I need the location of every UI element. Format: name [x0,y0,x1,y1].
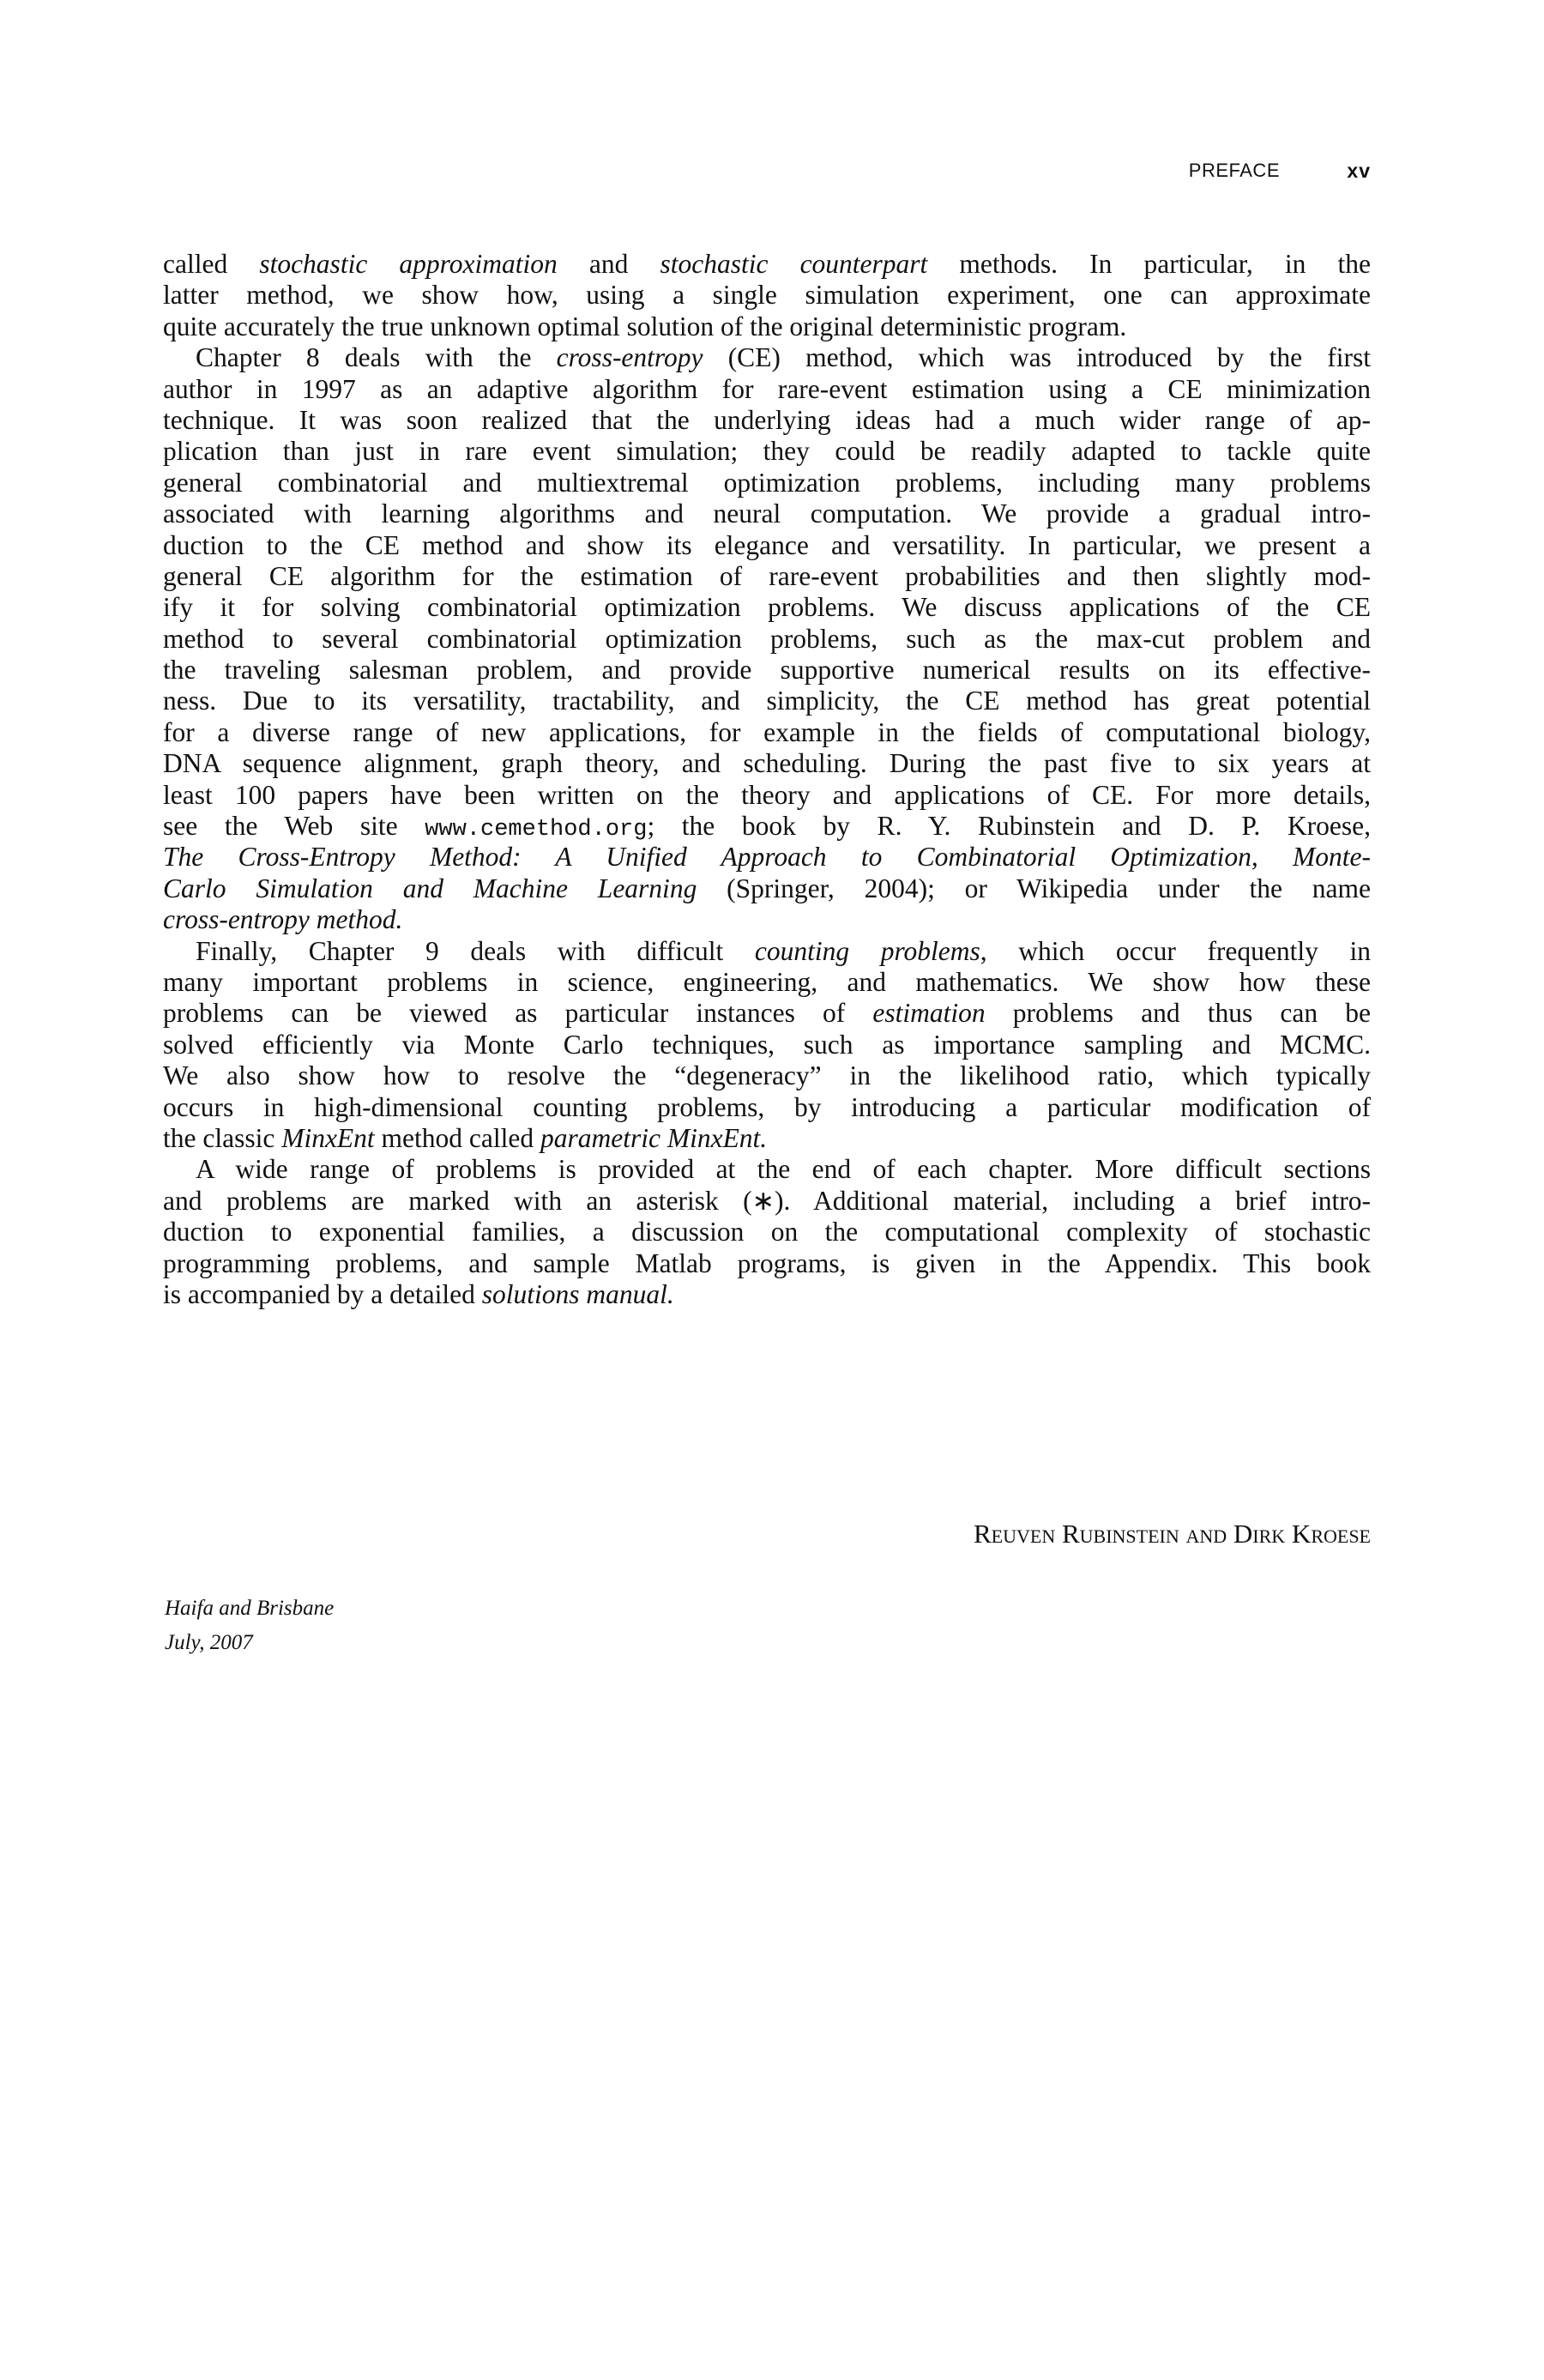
text-line [163,342,1371,373]
text-run: quite accurately the true unknown optimal solution of the original deterministic program. [163,311,1127,341]
text-run: duction to the CE method and show its elegance and versatility. In particular, we present a [163,529,1371,560]
text-line [163,311,1371,342]
text-line [163,1092,1371,1123]
text-line [163,811,1371,842]
text-line [163,686,1371,716]
text-line [163,748,1371,779]
text-line [163,561,1371,592]
text-run: method called [374,1122,540,1153]
text-line [163,717,1371,748]
text-line [163,936,1371,967]
italic-text: parametric MinxEnt. [540,1122,768,1153]
text-run: latter method, we show how, using a single simulation experiment, one can approximate [163,280,1371,311]
text-line [163,1030,1371,1060]
italic-text: solutions manual. [481,1278,674,1309]
text-line [163,873,1371,904]
text-line [163,405,1371,436]
text-line [163,967,1371,998]
text-line [163,1123,1371,1154]
author-signature: Reuven Rubinstein and Dirk Kroese [974,1519,1371,1549]
text-run: many important problems in science, engineering, and mathematics. We show how these [163,966,1371,997]
text-run: and [557,249,660,279]
text-run: the classic [163,1122,282,1153]
text-run: ; the book by R. Y. Rubinstein and D. P. Kroese, [647,811,1371,842]
paragraph [163,936,1371,1155]
running-head [858,160,1372,185]
text-run: problems and thus can be [985,998,1372,1029]
text-run: associated with learning algorithms and neural computation. We provide a gradual intro- [163,498,1371,529]
text-run: technique. It was soon realized that the underlying ideas had a much wider range of ap- [163,404,1371,435]
text-run: the traveling salesman problem, and provide supportive numerical results on its effective- [163,655,1371,686]
text-line [163,374,1371,405]
text-line [163,998,1371,1029]
text-run: solved efficiently via Monte Carlo techniques, such as importance sampling and MCMC. [163,1029,1371,1060]
running-head-title: PREFACE [1188,160,1280,181]
text-run: A wide range of problems is provided at the end of each chapter. More difficult sections [196,1154,1371,1185]
italic-text: Carlo Simulation and Machine Learning [163,873,697,903]
text-run: general combinatorial and multiextremal optimization problems, including many problems [163,467,1371,498]
text-run: (Springer, 2004); or Wikipedia under the name [697,873,1371,903]
text-run: DNA sequence alignment, graph theory, and scheduling. During the past five to six years at [163,748,1371,779]
text-run: duction to exponential families, a discussion on the computational complexity of stochastic [163,1217,1371,1247]
text-run: ness. Due to its versatility, tractability, and simplicity, the CE method has great potential [163,686,1371,716]
text-line [163,1248,1371,1279]
text-line [163,1154,1371,1185]
italic-text: MinxEnt [281,1122,375,1153]
text-run: called [163,249,260,279]
text-run: plication than just in rare event simulation; they could be readily adapted to tackle quite [163,436,1371,467]
text-line [163,530,1371,561]
text-run: Finally, Chapter 9 deals with difficult [196,935,755,966]
text-line [163,1279,1371,1310]
text-line [163,1217,1371,1247]
text-run: see the Web site [163,811,425,842]
text-run: problems can be viewed as particular instances of [163,998,873,1029]
italic-text: stochastic approximation [259,249,558,279]
text-line [163,780,1371,811]
paragraph [163,342,1371,935]
text-run: , which occur frequently in [980,935,1372,966]
text-run: programming problems, and sample Matlab programs, is given in the Appendix. This book [163,1247,1371,1278]
italic-text: cross-entropy [556,342,703,373]
text-line [163,1060,1371,1091]
italic-text: The Cross-Entropy Method: A Unified Approach to Combinatorial Optimization, Monte- [163,842,1371,873]
text-run: for a diverse range of new applications, for example in the fields of computational biology, [163,716,1371,747]
text-run: ify it for solving combinatorial optimization problems. We discuss applications of the CE [163,592,1371,623]
text-line [163,436,1371,467]
italic-text: estimation [872,998,986,1029]
url-text: www.cemethod.org [425,817,648,843]
text-run: least 100 papers have been written on the theory and applications of CE. For more details, [163,779,1371,810]
text-run: occurs in high-dimensional counting problems, by introducing a particular modification of [163,1091,1371,1122]
page-number: xv [1347,160,1371,182]
text-run: We also show how to resolve the “degeneracy” in the likelihood ratio, which typically [163,1060,1371,1091]
text-run: general CE algorithm for the estimation of rare-event probabilities and then slightly mod- [163,560,1371,591]
paragraph [163,1154,1371,1310]
place-line: Haifa and Brisbane [165,1597,335,1620]
text-line [163,249,1371,280]
text-line [163,904,1371,935]
text-line [163,624,1371,655]
text-run: method to several combinatorial optimization problems, such as the max-cut problem and [163,623,1371,654]
text-line [163,280,1371,311]
text-run: methods. In particular, in the [927,249,1372,279]
text-run: author in 1997 as an adaptive algorithm for rare-event estimation using a CE minimization [163,373,1371,404]
text-line [163,592,1371,623]
paragraph [163,249,1371,342]
preface-body [163,249,1371,1310]
text-run: Chapter 8 deals with the [196,342,557,373]
text-run: is accompanied by a detailed [163,1278,482,1309]
italic-text: counting problems [754,935,980,966]
text-line [163,842,1371,873]
date-line: July, 2007 [165,1631,253,1654]
text-line [163,655,1371,686]
text-line [163,498,1371,529]
place-date-block [165,1592,334,1660]
text-run: and problems are marked with an asterisk (∗). Additional material, including a brief intro- [163,1185,1371,1216]
italic-text: stochastic counterpart [660,249,928,279]
italic-text: cross-entropy method. [163,904,403,935]
text-run: (CE) method, which was introduced by the first [703,342,1371,373]
text-line [163,1186,1371,1217]
text-line [163,468,1371,498]
